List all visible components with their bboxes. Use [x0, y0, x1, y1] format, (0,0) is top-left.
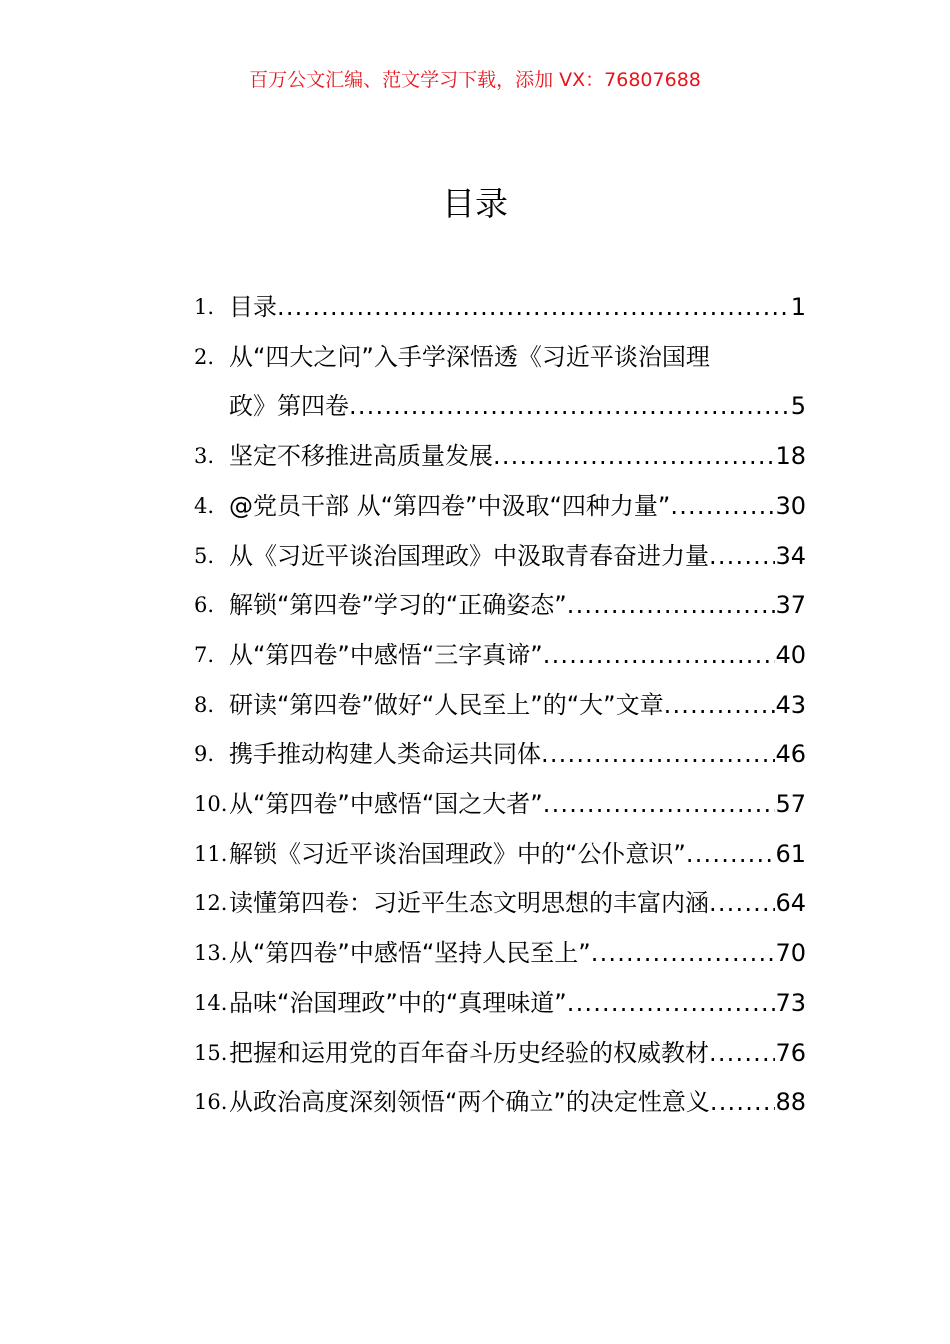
- toc-entry-line: [229, 283, 806, 333]
- toc-entry-number: 11.: [194, 841, 228, 866]
- toc-entry-14[interactable]: [194, 979, 806, 1029]
- toc-entry-page: 76: [775, 1038, 806, 1067]
- toc-entry-title: 研读“第四卷”做好“人民至上”的“大”文章: [229, 690, 664, 719]
- dot-leader: [567, 581, 776, 631]
- toc-entry-number: 1.: [194, 295, 215, 319]
- toc-entry-6[interactable]: [194, 581, 806, 631]
- toc-entry-title: 从“第四卷”中感悟“坚持人民至上”: [229, 939, 591, 968]
- dot-leader: [710, 1078, 776, 1128]
- dot-leader: [541, 730, 775, 780]
- toc-entry-title: 坚定不移推进高质量发展: [229, 442, 493, 471]
- toc-entry-number: 6.: [194, 593, 215, 618]
- toc-entry-page: 73: [775, 988, 806, 1017]
- dot-leader: [670, 482, 775, 532]
- toc-entry-title: 从“第四卷”中感悟“国之大者”: [229, 790, 543, 819]
- toc-entry-title: 从政治高度深刻领悟“两个确立”的决定性意义: [229, 1088, 710, 1117]
- dot-leader: [567, 979, 776, 1029]
- toc-entry-2[interactable]: [194, 333, 806, 432]
- toc-entry-page: 40: [775, 640, 806, 669]
- toc-entry-number: 13.: [194, 941, 228, 966]
- toc-entry-title: 携手推动构建人类命运共同体: [229, 740, 541, 769]
- toc-entry-7[interactable]: [194, 631, 806, 681]
- dot-leader: [664, 681, 776, 731]
- toc-entry-page: 37: [775, 591, 806, 620]
- toc-entry-line: [229, 879, 806, 929]
- toc-entry-number: 4.: [194, 493, 215, 518]
- page-title: 目录: [442, 184, 508, 223]
- dot-leader: [277, 283, 791, 333]
- toc-entry-line: [229, 1078, 806, 1128]
- toc-entry-title-line1: 从“四大之问”入手学深悟透《习近平谈治国理: [229, 342, 710, 371]
- toc-entry-title: 读懂第四卷：习近平生态文明思想的丰富内涵: [229, 889, 709, 918]
- toc-entry-page: 64: [775, 889, 806, 918]
- toc-entry-page: 30: [775, 491, 806, 520]
- toc-entry-number: 5.: [194, 543, 215, 568]
- toc-entry-page: 61: [775, 839, 806, 868]
- toc-entry-11[interactable]: [194, 830, 806, 880]
- dot-leader: [591, 929, 776, 979]
- dot-leader: [543, 780, 776, 830]
- toc-entry-page: 1: [790, 293, 806, 321]
- toc-entry-title: 从“第四卷”中感悟“三字真谛”: [229, 640, 543, 669]
- toc-entry-8[interactable]: [194, 681, 806, 731]
- toc-entry-line: [229, 532, 806, 582]
- toc-entry-number: 8.: [194, 692, 215, 717]
- toc-entry-line: [229, 432, 806, 482]
- toc-entry-page: 88: [775, 1088, 806, 1117]
- toc-entry-number: 10.: [194, 792, 228, 817]
- toc-entry-number: 12.: [194, 891, 228, 916]
- toc-entry-line: [229, 929, 806, 979]
- watermark-header: 百万公文汇编、范文学习下载，添加 VX：76807688: [249, 69, 701, 91]
- dot-leader: [709, 532, 775, 582]
- dot-leader: [493, 432, 775, 482]
- toc-entry-3[interactable]: [194, 432, 806, 482]
- dot-leader: [686, 830, 776, 880]
- toc-entry-title: 解锁《习近平谈治国理政》中的“公仆意识”: [229, 839, 686, 868]
- toc-entry-title: 解锁“第四卷”学习的“正确姿态”: [229, 591, 567, 620]
- toc-entry-15[interactable]: [194, 1029, 806, 1079]
- toc-entry-number: 15.: [194, 1040, 228, 1065]
- toc-entry-9[interactable]: [194, 730, 806, 780]
- toc-entry-title: 政》第四卷: [229, 392, 349, 421]
- toc-entry-number: 3.: [194, 444, 215, 469]
- toc-entry-5[interactable]: [194, 532, 806, 582]
- toc-entry-page: 43: [775, 690, 806, 719]
- toc-entry-line: [229, 631, 806, 681]
- toc-entry-line: [229, 581, 806, 631]
- toc-entry-line: [229, 780, 806, 830]
- toc-entry-number: 7.: [194, 642, 215, 667]
- toc-entry-page: 18: [775, 442, 806, 471]
- toc-entry-4[interactable]: [194, 482, 806, 532]
- toc-entry-page: 70: [775, 939, 806, 968]
- table-of-contents: [194, 283, 806, 1128]
- toc-entry-number: 16.: [194, 1090, 228, 1115]
- toc-entry-line: [229, 979, 806, 1029]
- dot-leader: [709, 1029, 775, 1079]
- toc-entry-16[interactable]: [194, 1078, 806, 1128]
- toc-entry-10[interactable]: [194, 780, 806, 830]
- toc-entry-line: [229, 730, 806, 780]
- toc-entry-page: 34: [775, 541, 806, 570]
- toc-entry-title: 把握和运用党的百年奋斗历史经验的权威教材: [229, 1038, 709, 1067]
- toc-entry-page: 5: [790, 392, 806, 421]
- toc-entry-line: [229, 681, 806, 731]
- toc-entry-line: [229, 830, 806, 880]
- dot-leader: [709, 879, 775, 929]
- toc-entry-number: 9.: [194, 742, 215, 767]
- toc-entry-line: [229, 482, 806, 532]
- toc-entry-line: [229, 1029, 806, 1079]
- toc-entry-13[interactable]: [194, 929, 806, 979]
- dot-leader: [349, 382, 791, 432]
- toc-entry-number: 14.: [194, 990, 228, 1015]
- toc-entry-page: 57: [775, 790, 806, 819]
- toc-entry-number: 2.: [194, 344, 215, 369]
- toc-entry-title: 从《习近平谈治国理政》中汲取青春奋进力量: [229, 541, 709, 570]
- toc-entry-title: @党员干部 从“第四卷”中汲取“四种力量”: [229, 491, 671, 520]
- toc-entry-page: 46: [775, 740, 806, 769]
- dot-leader: [543, 631, 776, 681]
- toc-entry-title: 品味“治国理政”中的“真理味道”: [229, 988, 567, 1017]
- toc-entry-12[interactable]: [194, 879, 806, 929]
- toc-entry-1[interactable]: [194, 283, 806, 333]
- toc-entry-line: [229, 382, 806, 432]
- toc-entry-title: 目录: [229, 293, 277, 321]
